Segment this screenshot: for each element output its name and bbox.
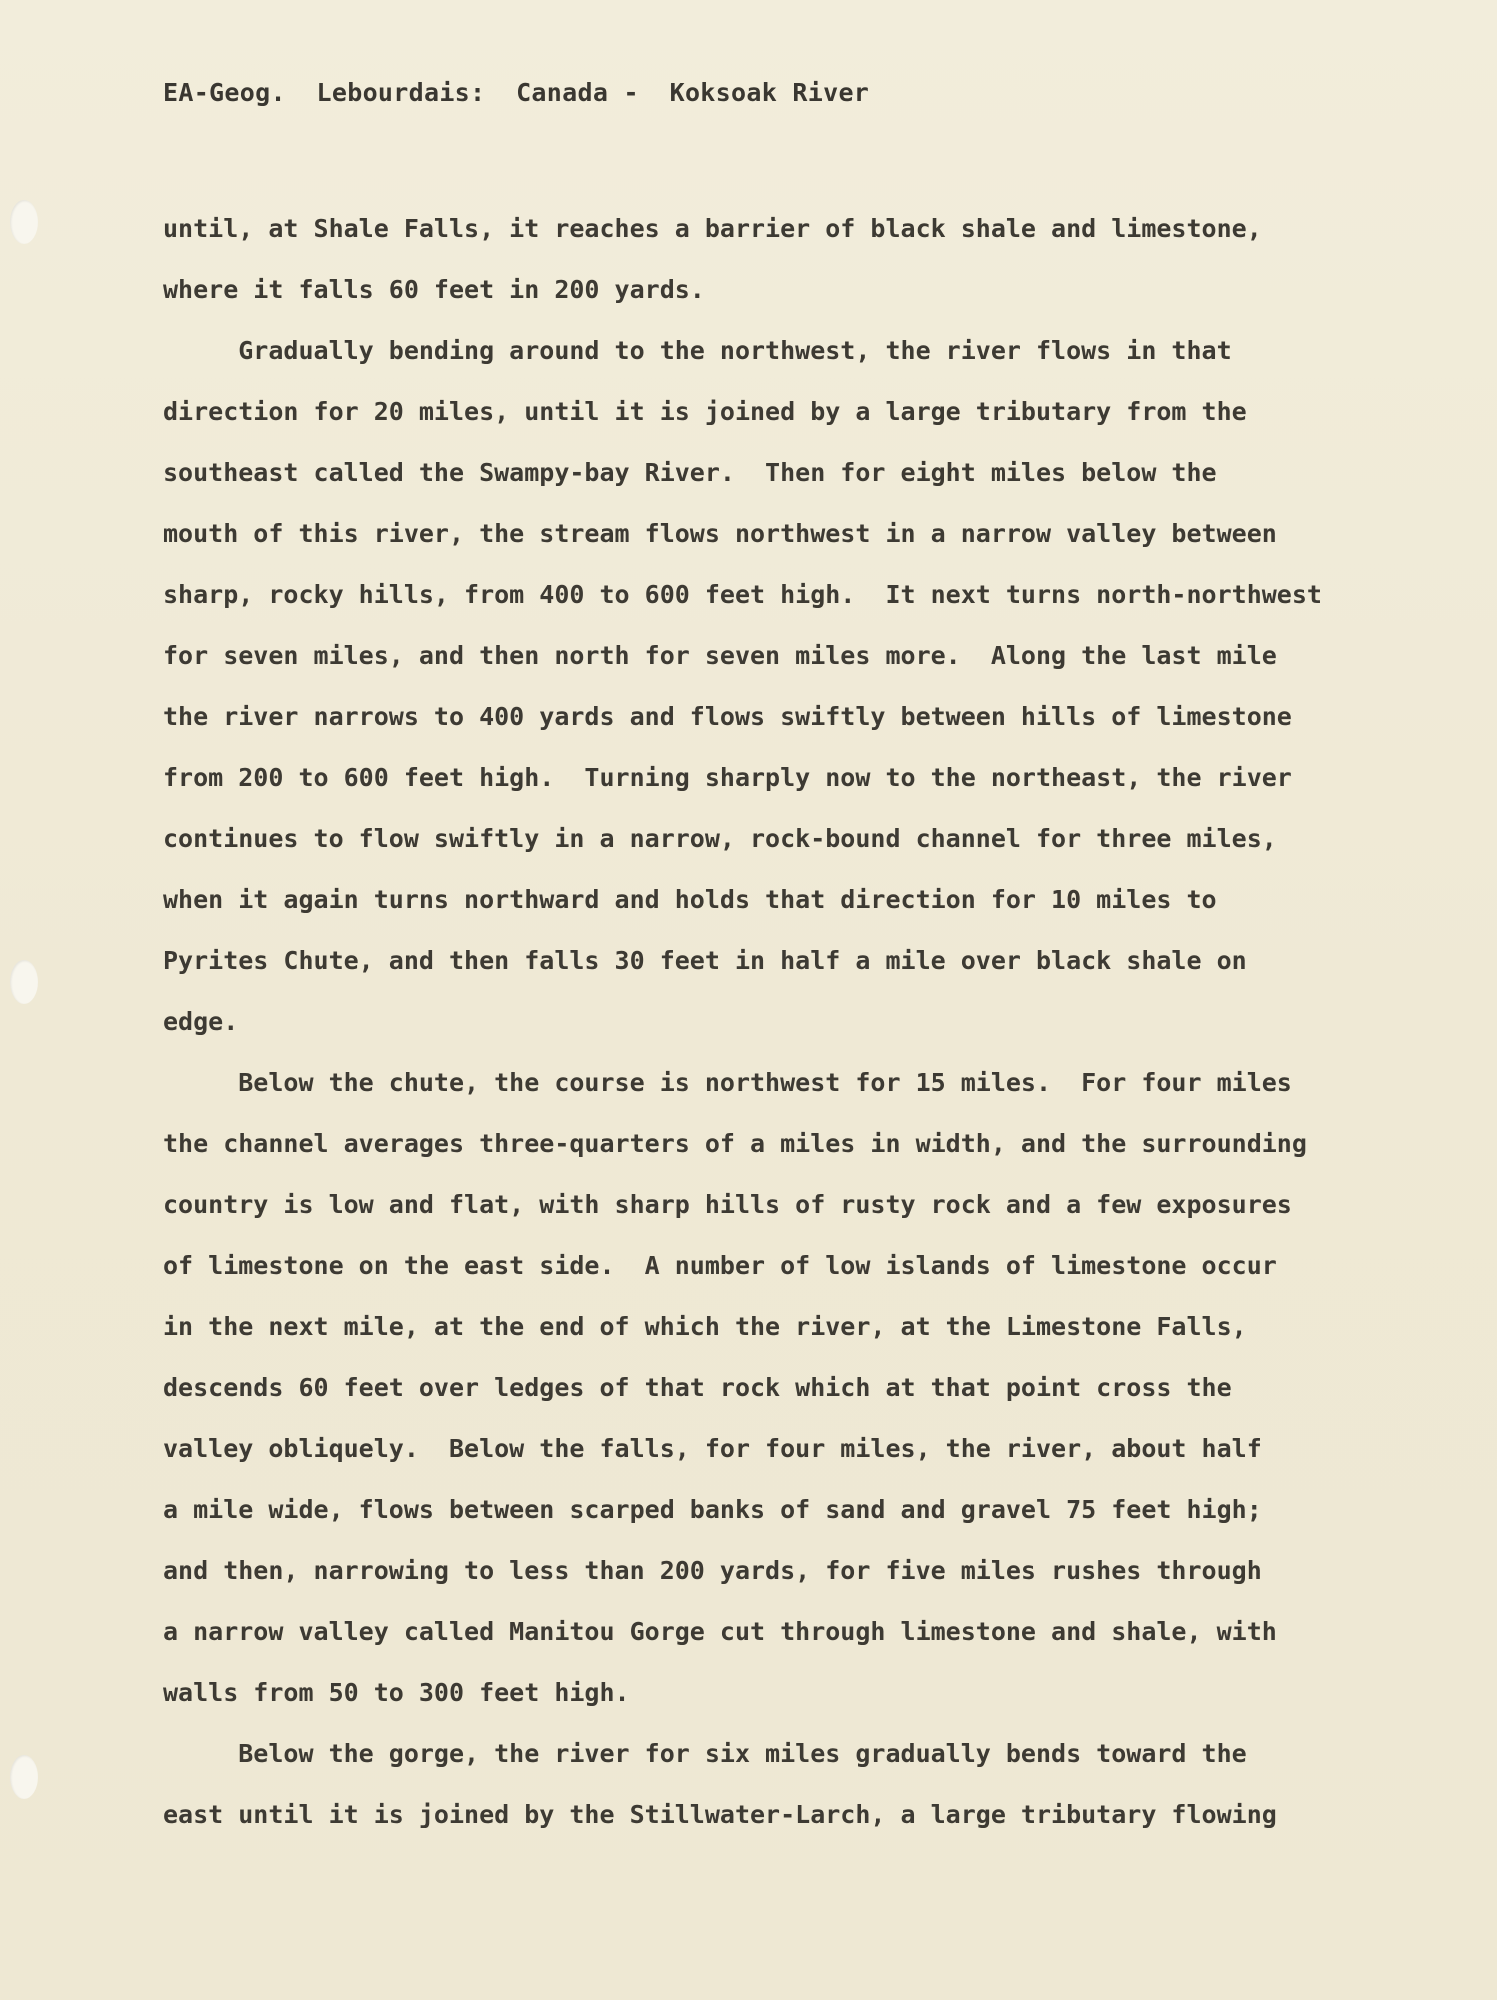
text-line: sharp, rocky hills, from 400 to 600 feet high. It next turns north-northwest [163,580,1322,609]
text-line: edge. [163,1007,239,1036]
text-line: mouth of this river, the stream flows northwest in a narrow valley between [163,519,1277,548]
text-line: the channel averages three-quarters of a miles in width, and the surrounding [163,1129,1307,1158]
text-line: Below the gorge, the river for six miles gradually bends toward the [163,1739,1247,1768]
text-line: of limestone on the east side. A number of low islands of limestone occur [163,1251,1277,1280]
text-line: from 200 to 600 feet high. Turning sharply now to the northeast, the river [163,763,1292,792]
text-line: direction for 20 miles, until it is joined by a large tributary from the [163,397,1247,426]
text-line: southeast called the Swampy-bay River. Then for eight miles below the [163,458,1217,487]
punch-hole [10,1755,38,1799]
text-line: Gradually bending around to the northwest, the river flows in that [163,336,1232,365]
text-line: walls from 50 to 300 feet high. [163,1678,630,1707]
body-text [163,198,1363,1845]
text-line: and then, narrowing to less than 200 yards, for five miles rushes through [163,1556,1262,1585]
text-line: the river narrows to 400 yards and flows swiftly between hills of limestone [163,702,1292,731]
text-line: for seven miles, and then north for seven miles more. Along the last mile [163,641,1277,670]
text-line: east until it is joined by the Stillwater-Larch, a large tributary flowing [163,1800,1277,1829]
text-line: until, at Shale Falls, it reaches a barrier of black shale and limestone, [163,214,1262,243]
text-line: Below the chute, the course is northwest for 15 miles. For four miles [163,1068,1292,1097]
text-line: descends 60 feet over ledges of that rock which at that point cross the [163,1373,1232,1402]
text-line: valley obliquely. Below the falls, for four miles, the river, about half [163,1434,1262,1463]
page-header: EA-Geog. Lebourdais: Canada - Koksoak River [163,78,870,107]
text-line: Pyrites Chute, and then falls 30 feet in half a mile over black shale on [163,946,1247,975]
text-line: country is low and flat, with sharp hills of rusty rock and a few exposures [163,1190,1292,1219]
punch-hole [10,960,38,1004]
text-line: continues to flow swiftly in a narrow, rock-bound channel for three miles, [163,824,1277,853]
text-line: when it again turns northward and holds that direction for 10 miles to [163,885,1217,914]
text-line: where it falls 60 feet in 200 yards. [163,275,705,304]
punch-hole [10,200,38,244]
text-line: in the next mile, at the end of which the river, at the Limestone Falls, [163,1312,1247,1341]
text-line: a mile wide, flows between scarped banks of sand and gravel 75 feet high; [163,1495,1262,1524]
text-line: a narrow valley called Manitou Gorge cut through limestone and shale, with [163,1617,1277,1646]
